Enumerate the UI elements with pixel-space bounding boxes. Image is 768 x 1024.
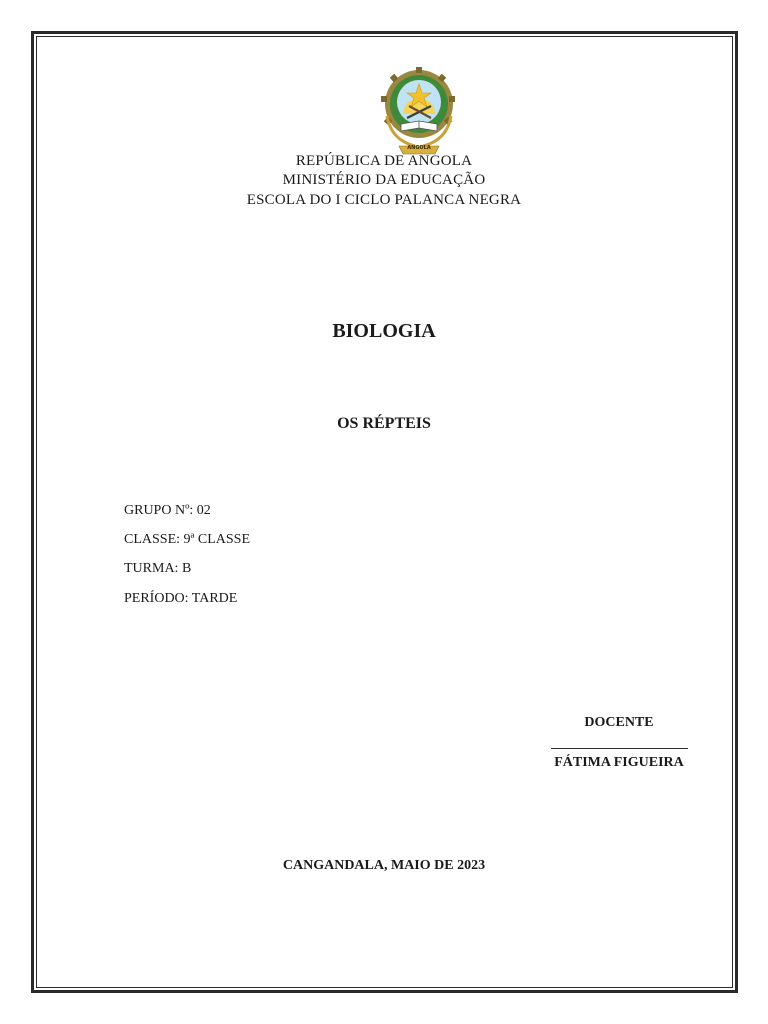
class-level: CLASSE: 9ª CLASSE [124, 532, 250, 547]
turma: TURMA: B [124, 561, 192, 576]
subject-title: BIOLOGIA [332, 320, 436, 342]
place-and-date: CANGANDALA, MAIO DE 2023 [282, 858, 486, 873]
school-name: ESCOLA DO I CICLO PALANCA NEGRA [246, 192, 522, 208]
ministry-name: MINISTÉRIO DA EDUCAÇÃO [282, 172, 486, 188]
group-number: GRUPO Nº: 02 [124, 503, 211, 518]
signature-line [551, 748, 688, 749]
emblem-ribbon-label: ANGOLA [407, 145, 431, 151]
republic-name: REPÚBLICA DE ANGOLA [295, 153, 473, 169]
topic-title: OS RÉPTEIS [337, 415, 431, 432]
docente-name: FÁTIMA FIGUEIRA [554, 755, 684, 770]
period: PERÍODO: TARDE [124, 591, 238, 606]
docente-label: DOCENTE [584, 715, 654, 730]
